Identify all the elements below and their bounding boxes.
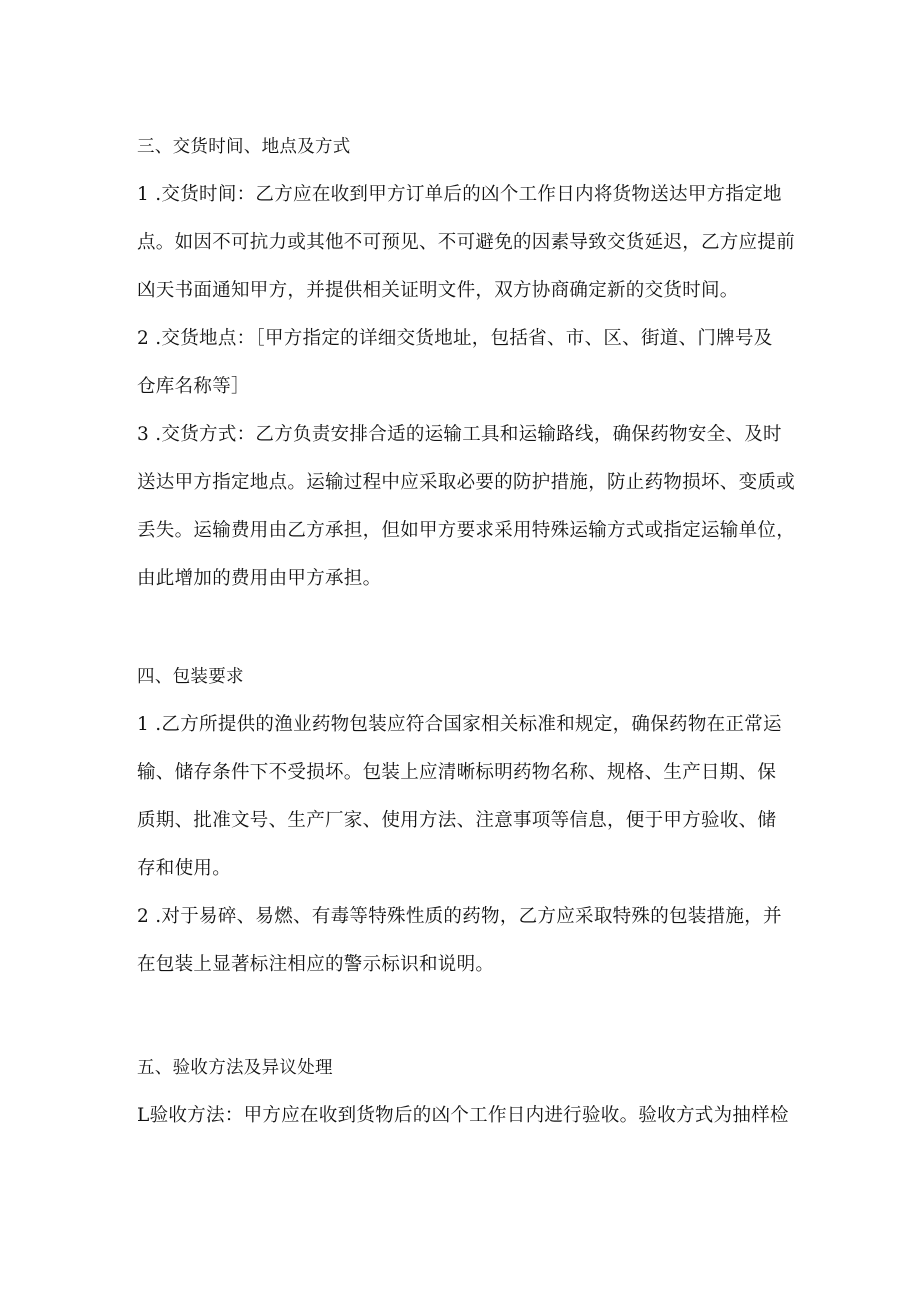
paragraph-line: 1 .交货时间：乙方应在收到甲方订单后的凶个工作日内将货物送达甲方指定地 <box>137 184 782 205</box>
paragraph-line: 质期、批准文号、生产厂家、使用方法、注意事项等信息，便于甲方验收、储 <box>137 810 777 831</box>
paragraph-line: 3 .交货方式：乙方负责安排合适的运输工具和运输路线，确保药物安全、及时 <box>137 424 782 445</box>
paragraph-line: 在包装上显著标注相应的警示标识和说明。 <box>137 954 495 975</box>
paragraph-line: 1 .乙方所提供的渔业药物包装应符合国家相关标准和规定，确保药物在正常运 <box>137 714 782 735</box>
paragraph-line: 凶天书面通知甲方，并提供相关证明文件，双方协商确定新的交货时间。 <box>137 280 739 301</box>
paragraph-line: 2 .交货地点：［甲方指定的详细交货地址，包括省、市、区、街道、门牌号及 <box>137 328 773 349</box>
paragraph-line: 仓库名称等］ <box>137 376 250 397</box>
paragraph-line: 由此增加的费用由甲方承担。 <box>137 568 382 589</box>
section-heading-delivery: 三、交货时间、地点及方式 <box>137 137 351 157</box>
paragraph-line: 点。如因不可抗力或其他不可预见、不可避免的因素导致交货延迟，乙方应提前 <box>137 232 796 253</box>
section-heading-acceptance: 五、验收方法及异议处理 <box>137 1058 333 1078</box>
paragraph-line: 存和使用。 <box>137 858 232 879</box>
paragraph-line: 丢失。运输费用由乙方承担，但如甲方要求采用特殊运输方式或指定运输单位， <box>137 520 796 541</box>
paragraph-line: L验收方法：甲方应在收到货物后的凶个工作日内进行验收。验收方式为抽样检 <box>137 1105 789 1126</box>
paragraph-line: 输、储存条件下不受损坏。包装上应清晰标明药物名称、规格、生产日期、保 <box>137 762 777 783</box>
section-heading-packaging: 四、包装要求 <box>137 667 244 687</box>
paragraph-line: 送达甲方指定地点。运输过程中应采取必要的防护措施，防止药物损坏、变质或 <box>137 472 796 493</box>
paragraph-line: 2 .对于易碎、易燃、有毒等特殊性质的药物，乙方应采取特殊的包装措施，并 <box>137 906 782 927</box>
